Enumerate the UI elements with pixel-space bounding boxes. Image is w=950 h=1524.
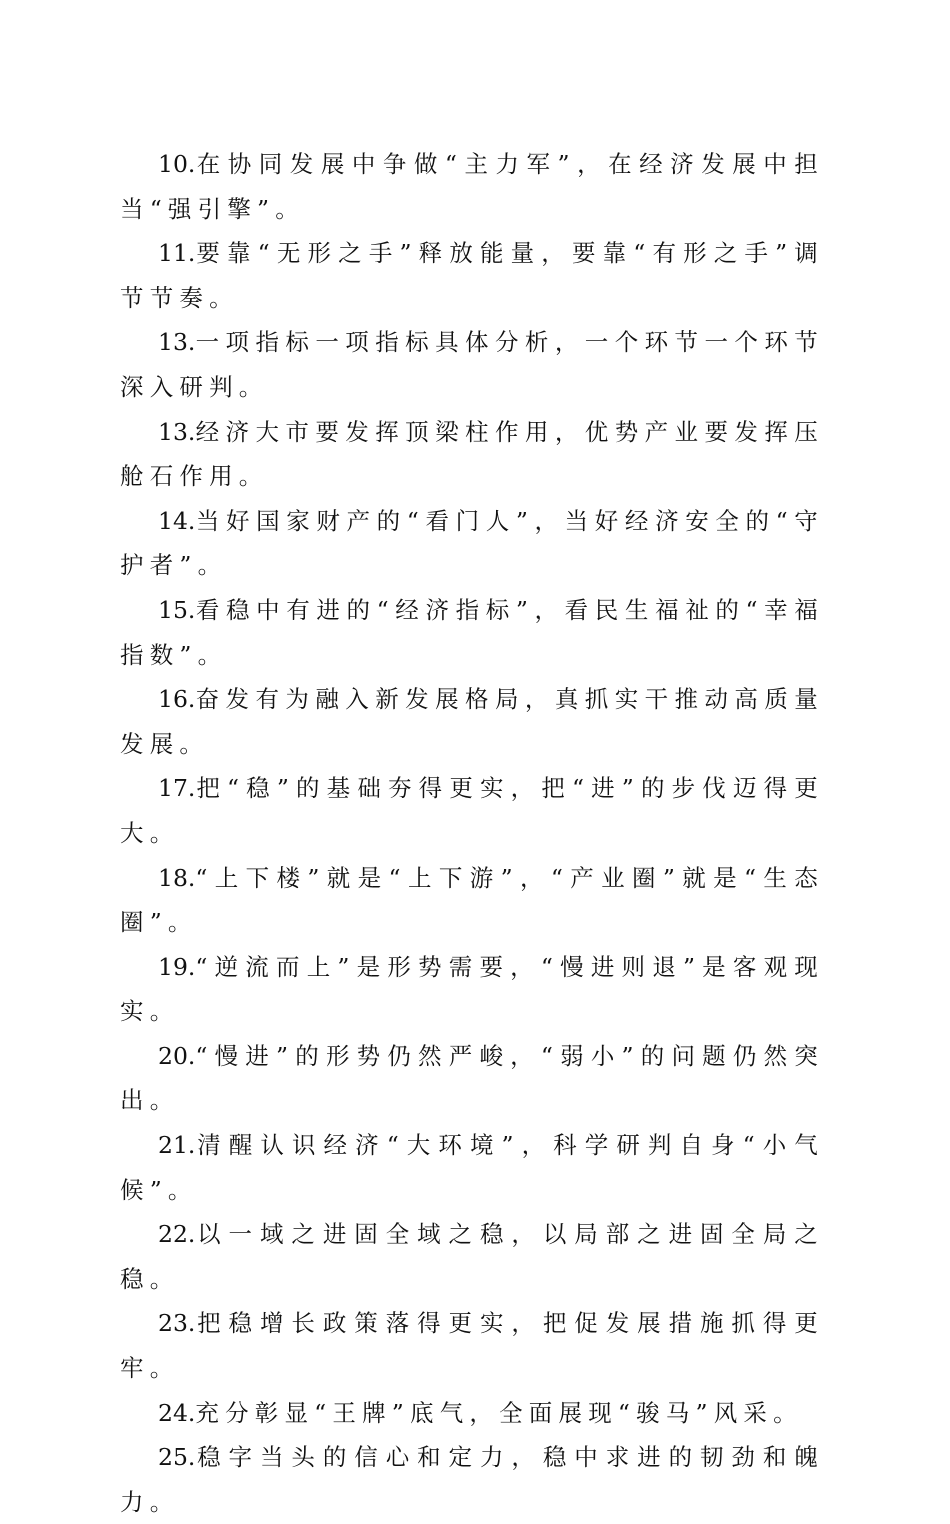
- item-text: “逆流而上”是形势需要，“慢进则退”是客观现实。: [120, 952, 824, 1026]
- list-item: [120, 1301, 824, 1390]
- list-item: [120, 231, 824, 320]
- list-item: [120, 1034, 824, 1123]
- item-text: 把“稳”的基础夯得更实，把“进”的步伐迈得更大。: [120, 774, 824, 847]
- item-text: 要靠“无形之手”释放能量，要靠“有形之手”调节节奏。: [120, 239, 824, 312]
- item-number: 14.: [158, 506, 196, 535]
- item-text: 看稳中有进的“经济指标”，看民生福祉的“幸福指数”。: [120, 595, 824, 669]
- list-item: [120, 142, 824, 231]
- item-number: 24.: [158, 1398, 196, 1427]
- item-number: 23.: [158, 1309, 196, 1338]
- item-number: 18.: [158, 863, 196, 892]
- item-number: 22.: [158, 1220, 196, 1249]
- item-number: 10.: [158, 150, 196, 178]
- item-text: 经济大市要发挥顶梁柱作用，优势产业要发挥压舱石作用。: [120, 417, 824, 491]
- list-item: [120, 945, 824, 1034]
- list-item: [120, 856, 824, 945]
- item-number: 17.: [158, 774, 196, 803]
- list-item: [120, 766, 824, 855]
- list-item: [120, 677, 824, 766]
- item-number: 15.: [158, 595, 196, 624]
- list-item: [120, 320, 824, 409]
- item-text: “慢进”的形势仍然严峻，“弱小”的问题仍然突出。: [120, 1041, 824, 1115]
- item-text: 清醒认识经济“大环境”，科学研判自身“小气候”。: [120, 1131, 824, 1204]
- list-item: [120, 410, 824, 499]
- item-number: 11.: [158, 239, 196, 268]
- item-text: “上下楼”就是“上下游”，“产业圈”就是“生态圈”。: [120, 863, 824, 937]
- item-text: 在协同发展中争做“主力军”，在经济发展中担当“强引擎”。: [120, 150, 824, 223]
- document-body: [120, 142, 824, 1524]
- item-text: 一项指标一项指标具体分析，一个环节一个环节深入研判。: [120, 328, 824, 401]
- list-item: [120, 1212, 824, 1301]
- item-number: 25.: [158, 1443, 196, 1472]
- item-number: 20.: [158, 1041, 196, 1070]
- list-item: [120, 499, 824, 588]
- item-text: 把稳增长政策落得更实，把促发展措施抓得更牢。: [120, 1309, 824, 1383]
- list-item: [120, 1435, 824, 1524]
- list-item: [120, 1391, 824, 1436]
- item-text: 当好国家财产的“看门人”，当好经济安全的“守护者”。: [120, 506, 824, 580]
- list-item: [120, 1123, 824, 1212]
- list-item: [120, 588, 824, 677]
- item-text: 充分彰显“王牌”底气，全面展现“骏马”风采。: [195, 1398, 803, 1427]
- item-text: 以一域之进固全域之稳，以局部之进固全局之稳。: [120, 1220, 824, 1293]
- item-number: 16.: [158, 685, 196, 714]
- item-number: 19.: [158, 952, 196, 981]
- item-text: 奋发有为融入新发展格局，真抓实干推动高质量发展。: [120, 685, 824, 758]
- item-number: 13.: [158, 328, 196, 357]
- item-text: 稳字当头的信心和定力，稳中求进的韧劲和魄力。: [120, 1443, 824, 1516]
- item-number: 21.: [158, 1131, 196, 1160]
- item-number: 13.: [158, 417, 196, 446]
